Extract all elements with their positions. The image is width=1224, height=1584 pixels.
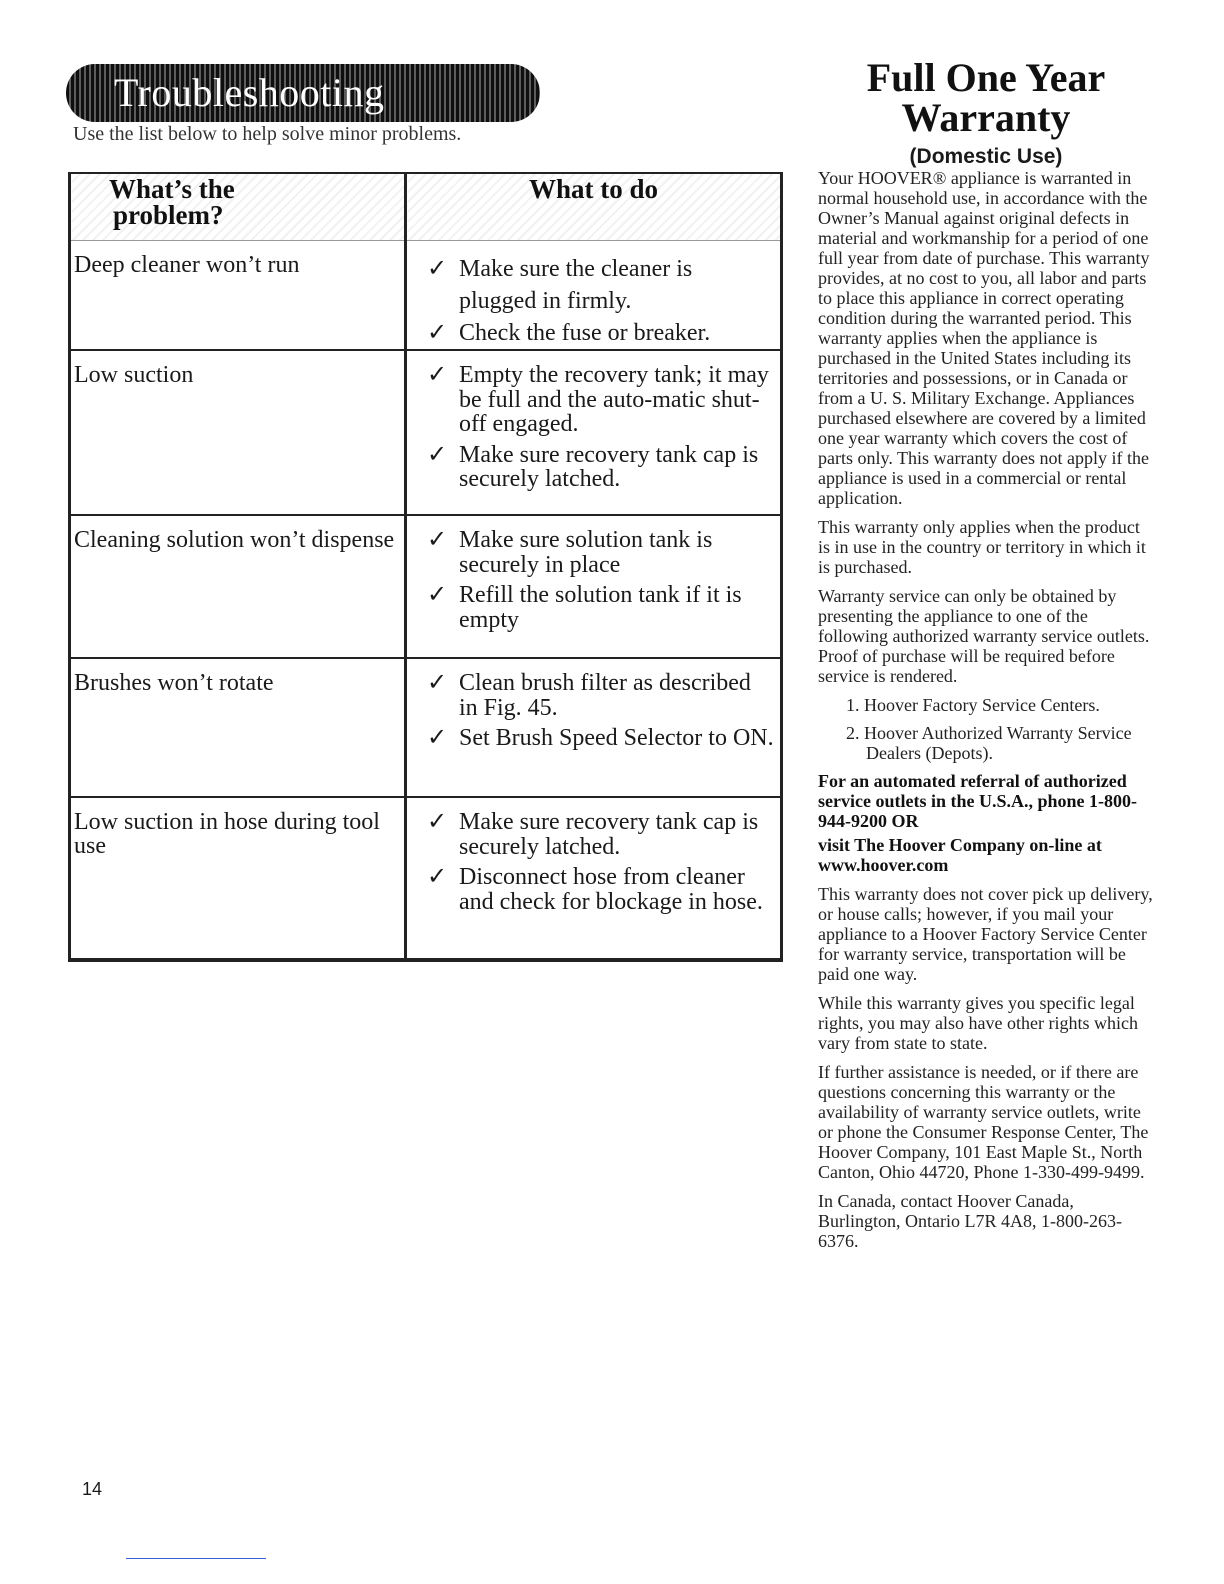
warranty-paragraph: In Canada, contact Hoover Canada, Burlington, Ontario L7R 4A8, 1-800-263-6376. <box>818 1191 1122 1251</box>
warranty-paragraph: If further assistance is needed, or if there are questions concerning this warranty or the availability of warranty service outlets, write or phone the Consumer Response Center, The Hoover Company, 101 East Maple St., North Canton, Ohio 44720, Phone 1-330-499-9499. <box>818 1062 1149 1182</box>
list-item: 2. Hoover Authorized Warranty Service Dealers (Depots). <box>846 723 1132 763</box>
solution-text: Refill the solution tank if it is empty <box>459 582 742 633</box>
check-icon: ✓ <box>427 256 448 282</box>
table-row <box>70 515 782 658</box>
solution-text: Check the fuse or breaker. <box>459 320 711 346</box>
check-icon: ✓ <box>427 320 448 346</box>
list-item: 1. Hoover Factory Service Centers. <box>846 695 1100 715</box>
table-header-row <box>70 173 782 241</box>
header-solution: What to do <box>406 173 782 241</box>
website-link[interactable]: visit The Hoover Company on-line at www.hoover.com <box>818 835 1102 875</box>
check-icon: ✓ <box>427 670 448 696</box>
solution-text: Make sure recovery tank cap is securely latched. <box>459 809 759 860</box>
header-problem <box>70 173 406 241</box>
troubleshooting-intro: Use the list below to help solve minor problems. <box>73 123 462 145</box>
page-number: 14 <box>82 1479 103 1499</box>
table-row <box>70 241 782 351</box>
header-problem-line2: problem? <box>113 200 224 230</box>
check-icon: ✓ <box>427 441 448 468</box>
warranty-title <box>818 55 1154 140</box>
solution-item <box>427 671 774 720</box>
solution-text: Set Brush Speed Selector to ON. <box>459 725 774 751</box>
warranty-paragraph: While this warranty gives you specific legal rights, you may also have other rights which vary from state to state. <box>818 993 1138 1053</box>
check-icon: ✓ <box>427 527 448 553</box>
solution-item <box>427 583 774 632</box>
solution-item <box>427 363 774 437</box>
service-outlet-list <box>818 695 1154 763</box>
check-icon: ✓ <box>427 864 448 890</box>
solution-item <box>427 726 774 751</box>
solution-text: Clean brush filter as described in Fig. 45. <box>459 670 751 721</box>
solution-cell <box>406 241 782 351</box>
warranty-paragraph: Warranty service can only be obtained by presenting the appliance to one of the following authorized warranty service outlets. Proof of purchase will be required before service is rendered. <box>818 586 1150 686</box>
footer-rule <box>126 1558 266 1559</box>
problem-cell: Brushes won’t rotate <box>70 658 406 797</box>
solution-cell <box>406 797 782 960</box>
check-icon: ✓ <box>427 725 448 751</box>
problem-cell: Low suction in hose during tool use <box>70 797 406 960</box>
warranty-paragraph: This warranty does not cover pick up delivery, or house calls; however, if you mail your appliance to a Hoover Factory Service Center for warranty service, transportation will be paid one way. <box>818 884 1153 984</box>
solution-cell <box>406 350 782 515</box>
solution-text: Make sure the cleaner is plugged in firmly. <box>459 256 693 314</box>
solution-item <box>427 253 774 317</box>
problem-cell: Low suction <box>70 350 406 515</box>
referral-phone: For an automated referral of authorized service outlets in the U.S.A., phone 1-800-944-9200 OR <box>818 771 1137 831</box>
troubleshooting-banner: Troubleshooting <box>66 64 540 122</box>
troubleshooting-table <box>68 172 783 962</box>
solution-text: Make sure solution tank is securely in place <box>459 527 713 578</box>
problem-cell: Deep cleaner won’t run <box>70 241 406 351</box>
table-row <box>70 658 782 797</box>
solution-item <box>427 317 774 349</box>
solution-item <box>427 865 774 914</box>
check-icon: ✓ <box>427 809 448 835</box>
solution-cell <box>406 515 782 658</box>
warranty-subtitle: (Domestic Use) <box>909 145 1063 168</box>
warranty-paragraph: Your HOOVER® appliance is warranted in normal household use, in accordance with the Owner’s Manual against original defects in material and workmanship for a period of one full year from date of purchase. This warranty provides, at no cost to you, all labor and parts to place this appliance in correct operating condition during the warranted period. This warranty applies when the appliance is purchased in the United States including its territories and possessions, or in Canada or from a U. S. Military Exchange. Appliances purchased elsewhere are covered by a limited one year warranty which covers the cost of parts only. This warranty does not apply if the appliance is used in a commercial or rental application. <box>818 168 1150 508</box>
solution-item <box>427 443 774 492</box>
warranty-paragraph: This warranty only applies when the product is in use in the country or territory in which it is purchased. <box>818 517 1146 577</box>
table-row <box>70 797 782 960</box>
solution-item <box>427 528 774 577</box>
check-icon: ✓ <box>427 582 448 608</box>
warranty-column <box>818 55 1154 1260</box>
solution-text: Make sure recovery tank cap is securely latched. <box>459 441 759 492</box>
warranty-title-line2: Warranty <box>901 95 1071 140</box>
header-problem-line1: What’s the <box>109 174 235 204</box>
solution-text: Empty the recovery tank; it may be full and the auto-matic shut-off engaged. <box>459 362 769 437</box>
problem-cell: Cleaning solution won’t dispense <box>70 515 406 658</box>
warranty-title-line1: Full One Year <box>866 55 1106 100</box>
check-icon: ✓ <box>427 362 448 388</box>
solution-cell <box>406 658 782 797</box>
solution-item <box>427 810 774 859</box>
table-row <box>70 350 782 515</box>
solution-text: Disconnect hose from cleaner and check for blockage in hose. <box>459 864 763 915</box>
